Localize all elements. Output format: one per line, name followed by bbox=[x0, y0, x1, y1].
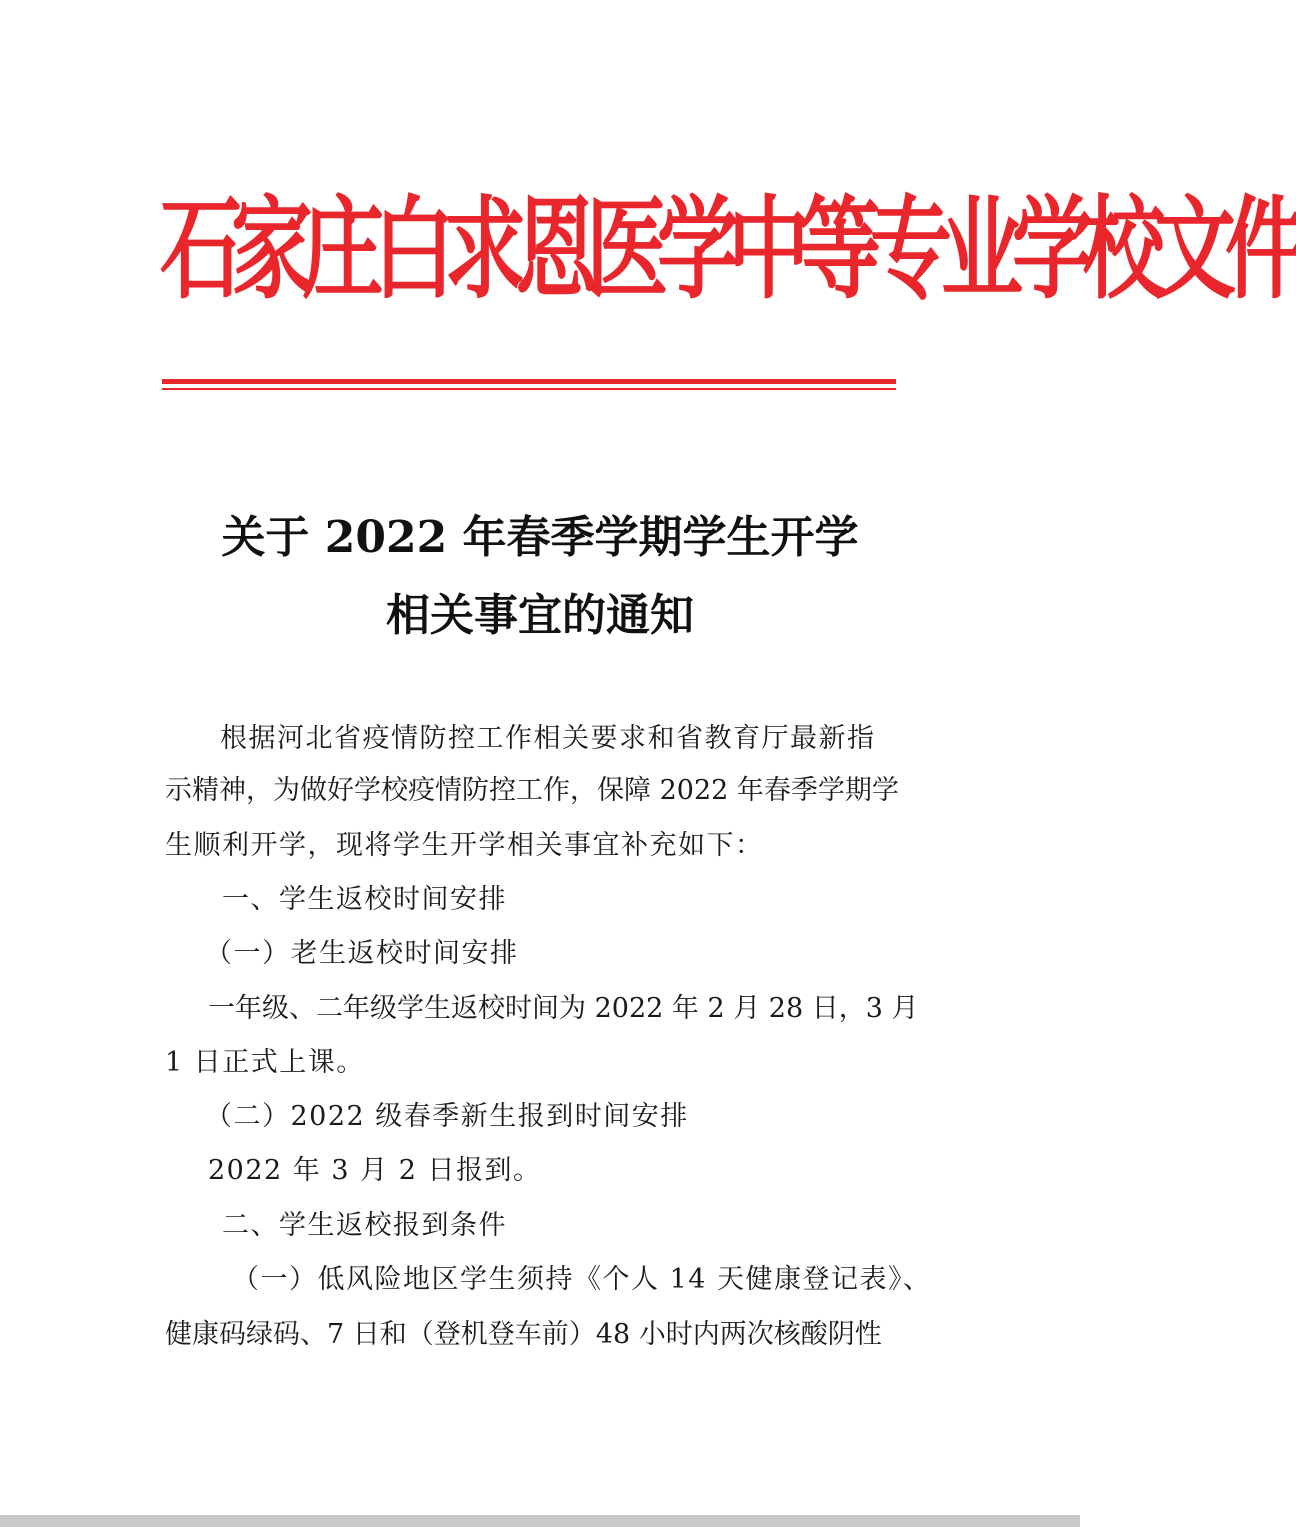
body-line-9: 2022 年 3 月 2 日报到。 bbox=[208, 1155, 542, 1186]
notice-title-line-2: 相关事宜的通知 bbox=[386, 590, 694, 641]
subsection-heading-1-2: （二）2022 级春季新生报到时间安排 bbox=[205, 1101, 689, 1132]
body-line-7: 1 日正式上课。 bbox=[165, 1047, 365, 1078]
body-line-1: 根据河北省疫情防控工作相关要求和省教育厅最新指 bbox=[220, 723, 876, 754]
subsection-heading-2-1: （一）低风险地区学生须持《个人 14 天健康登记表》、 bbox=[232, 1264, 932, 1295]
org-header-title: 石家庄白求恩医学中等专业学校文件 bbox=[160, 186, 1296, 315]
body-line-6: 一年级、二年级学生返校时间为 2022 年 2 月 28 日，3 月 bbox=[208, 993, 919, 1024]
subsection-heading-1-1: （一）老生返校时间安排 bbox=[205, 938, 519, 969]
viewer-bottom-bar bbox=[0, 1515, 1080, 1527]
section-heading-2: 二、学生返校报到条件 bbox=[222, 1210, 507, 1241]
body-line-3: 生顺利开学，现将学生开学相关事宜补充如下： bbox=[165, 830, 764, 861]
section-heading-1: 一、学生返校时间安排 bbox=[222, 884, 507, 915]
header-red-rule-thin bbox=[162, 388, 896, 390]
header-red-rule-thick bbox=[162, 379, 896, 384]
body-line-12: 健康码绿码、7 日和（登机登车前）48 小时内两次核酸阴性 bbox=[165, 1319, 882, 1350]
notice-title-line-1: 关于 2022 年春季学期学生开学 bbox=[221, 512, 859, 563]
body-line-2: 示精神，为做好学校疫情防控工作，保障 2022 年春季学期学 bbox=[165, 775, 899, 806]
